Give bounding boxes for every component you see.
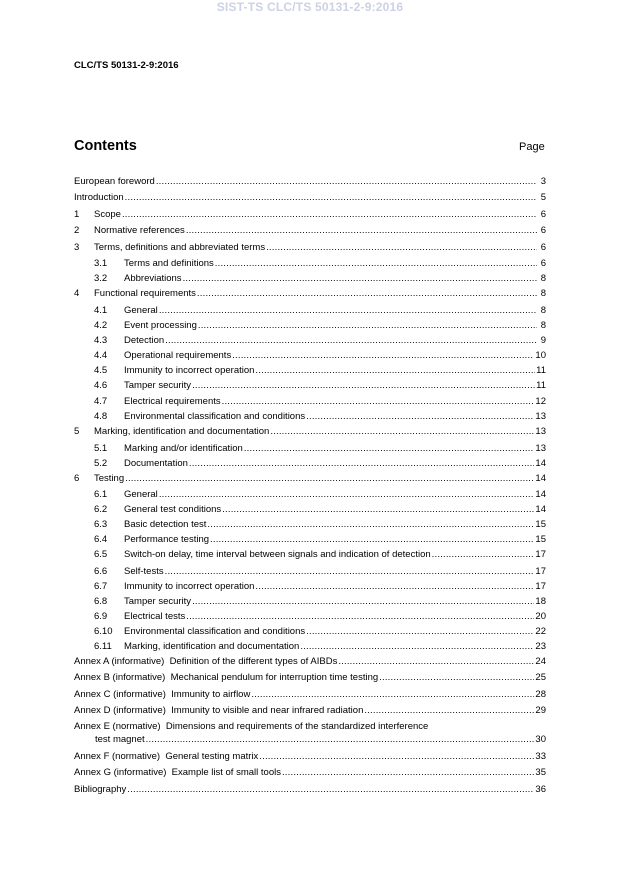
- toc-entry-title: Annex G (informative) Example list of small tools: [74, 767, 281, 778]
- dot-leader: [127, 784, 534, 795]
- toc-entry-number: 4.7: [94, 396, 108, 407]
- dot-leader: [251, 689, 534, 700]
- toc-entry-page: 13: [535, 411, 546, 422]
- toc-entry-page: 8: [540, 273, 546, 284]
- toc-annex-entry[interactable]: [74, 762, 546, 779]
- toc-entry-page: 8: [540, 319, 546, 331]
- toc-entry-number: 6.11: [94, 640, 112, 652]
- toc-entry-page: 6: [540, 258, 546, 269]
- document-id: CLC/TS 50131-2-9:2016: [74, 60, 179, 71]
- toc-subentry[interactable]: [74, 637, 546, 652]
- toc-entry-title: Electrical requirements: [124, 396, 221, 407]
- toc-entry-page: 14: [535, 472, 546, 484]
- toc-subentry[interactable]: [74, 454, 546, 469]
- dot-leader: [282, 767, 534, 778]
- toc-entry-number: 4.8: [94, 411, 108, 422]
- dot-leader: [306, 411, 534, 422]
- toc-subentry[interactable]: [74, 500, 546, 515]
- toc-entry-page: 33: [535, 750, 546, 762]
- dot-leader: [189, 458, 535, 469]
- contents-heading: Contents: [74, 138, 137, 154]
- toc-entry-title: Annex A (informative) Definition of the different types of AIBDs: [74, 655, 338, 667]
- toc-entry-title: Environmental classification and conditions: [124, 625, 306, 637]
- toc-entry-number: 6.3: [94, 519, 108, 530]
- toc-entry-page: 18: [535, 595, 546, 607]
- toc-subentry[interactable]: [74, 253, 546, 270]
- toc-entry-page: 15: [535, 519, 546, 530]
- toc-entry-page: 6: [540, 241, 546, 253]
- dot-leader: [270, 426, 534, 437]
- toc-annex-entry[interactable]: [74, 652, 546, 667]
- toc-entry-page: 35: [535, 767, 546, 778]
- dot-leader: [222, 504, 534, 515]
- toc-entry-page: 8: [540, 304, 546, 316]
- toc-entry-page: 20: [535, 610, 546, 622]
- toc-entry-page: 15: [535, 534, 546, 545]
- toc-entry-number: 6.4: [94, 534, 108, 545]
- toc-entry-page: 11: [536, 364, 546, 376]
- toc-subentry[interactable]: [74, 346, 546, 361]
- toc-entry-title: Tamper security: [124, 595, 192, 607]
- toc-entry-title: Functional requirements: [94, 288, 196, 299]
- toc-entry-number: 3.1: [94, 258, 108, 269]
- toc-entry-page: 12: [535, 396, 546, 407]
- toc-entry-title: Introduction: [74, 192, 124, 203]
- toc-entry-number: 3.2: [94, 273, 108, 284]
- toc-entry-title: Operational requirements: [124, 349, 232, 361]
- toc-entry-number: 4.6: [94, 379, 108, 391]
- toc-entry[interactable]: [74, 778, 546, 795]
- toc-entry-number: 5.2: [94, 457, 108, 469]
- toc-entry-title: Terms and definitions: [124, 258, 214, 269]
- toc-entry-page: 36: [535, 783, 546, 795]
- toc-entry-title: Switch-on delay, time interval between signals and indication of detection: [124, 549, 431, 560]
- toc-entry-number: 4.4: [94, 349, 108, 361]
- toc-subentry[interactable]: [74, 560, 546, 577]
- toc-entry-number: 1: [74, 208, 80, 220]
- toc-entry-title: Electrical tests: [124, 610, 186, 622]
- toc-entry-page: 14: [535, 489, 546, 500]
- dot-leader: [222, 396, 535, 407]
- toc-entry-number: 2: [74, 225, 80, 236]
- toc-entry-page: 3: [540, 175, 546, 187]
- toc-entry-number: 6.10: [94, 625, 113, 637]
- toc-entry[interactable]: [74, 284, 546, 299]
- toc-entry-number: 4.5: [94, 364, 108, 376]
- toc-entry-title-continuation: test magnet: [95, 734, 145, 745]
- toc-entry-title: European foreword: [74, 175, 155, 187]
- toc-entry-number: 5.1: [94, 442, 108, 454]
- toc-subentry[interactable]: [74, 545, 546, 560]
- toc-subentry[interactable]: [74, 407, 546, 422]
- toc-subentry[interactable]: [74, 515, 546, 530]
- toc-annex-entry[interactable]: [74, 745, 546, 762]
- toc-entry-page: 17: [535, 565, 546, 577]
- dot-leader: [215, 258, 537, 269]
- watermark: SIST-TS CLC/TS 50131-2-9:2016: [216, 0, 404, 14]
- toc-entry-page: 29: [535, 705, 546, 716]
- dot-leader: [432, 549, 535, 560]
- toc-subentry[interactable]: [74, 361, 546, 376]
- dot-leader: [379, 672, 534, 683]
- toc-entry-page: 28: [535, 688, 546, 700]
- toc-subentry[interactable]: [74, 577, 546, 592]
- toc-entry-number: 4.2: [94, 319, 108, 331]
- toc-entry-page: 5: [540, 192, 546, 203]
- toc-subentry[interactable]: [74, 622, 546, 637]
- toc-entry-number: 4.1: [94, 304, 108, 316]
- toc-subentry[interactable]: [74, 269, 546, 284]
- dot-leader: [266, 242, 537, 253]
- toc-annex-entry[interactable]: [74, 667, 546, 684]
- toc-entry-number: 4: [74, 288, 80, 299]
- toc-entry-title: Annex D (informative) Immunity to visible and near infrared radiation: [74, 705, 364, 716]
- toc-entry-page: 9: [540, 334, 546, 346]
- page-column-label: Page: [519, 141, 545, 153]
- dot-leader: [198, 320, 537, 331]
- dot-leader: [306, 626, 534, 637]
- dot-leader: [255, 365, 535, 376]
- toc-entry-page: 24: [535, 655, 546, 667]
- toc-entry-title: Immunity to incorrect operation: [124, 364, 255, 376]
- toc-entry-number: 6.6: [94, 565, 108, 577]
- toc-subentry[interactable]: [74, 530, 546, 545]
- dot-leader: [159, 305, 537, 316]
- toc-entry-title: Terms, definitions and abbreviated terms: [94, 241, 266, 253]
- dot-leader: [259, 751, 534, 762]
- toc-entry-number: 4.3: [94, 334, 108, 346]
- toc-entry-page: 11: [536, 379, 546, 391]
- toc-entry-title: General: [124, 489, 158, 500]
- toc-subentry[interactable]: [74, 607, 546, 622]
- toc-entry[interactable]: [74, 422, 546, 437]
- toc-entry-title: Documentation: [124, 457, 188, 469]
- dot-leader: [197, 288, 537, 299]
- dot-leader: [232, 350, 534, 361]
- toc-entry-number: 6.8: [94, 595, 108, 607]
- toc-subentry[interactable]: [74, 331, 546, 346]
- dot-leader: [125, 192, 537, 203]
- dot-leader: [244, 443, 535, 454]
- toc-entry-page: 23: [535, 640, 546, 652]
- dot-leader: [364, 705, 534, 716]
- dot-leader: [156, 176, 537, 187]
- toc-annex-entry[interactable]: [74, 700, 546, 717]
- toc-entry[interactable]: [74, 236, 546, 253]
- toc-entry-title: General: [124, 304, 158, 316]
- toc-entry-title: Marking and/or identification: [124, 442, 243, 454]
- toc-entry-title: Basic detection test: [124, 519, 207, 530]
- dot-leader: [300, 641, 534, 652]
- toc-entry-title: Abbreviations: [124, 273, 182, 284]
- toc-subentry[interactable]: [74, 299, 546, 316]
- toc-entry-page: 30: [535, 734, 546, 745]
- toc-entry-number: 6: [74, 472, 80, 484]
- toc-entry-page: 6: [540, 225, 546, 236]
- toc-annex-entry[interactable]: [74, 720, 546, 732]
- dot-leader: [255, 581, 534, 592]
- toc-entry[interactable]: [74, 469, 546, 484]
- dot-leader: [186, 225, 537, 236]
- toc-subentry[interactable]: [74, 592, 546, 607]
- toc-entry-number: 6.1: [94, 489, 108, 500]
- toc-entry-number: 6.9: [94, 610, 108, 622]
- toc-entry[interactable]: [74, 170, 546, 187]
- toc-subentry[interactable]: [74, 484, 546, 501]
- dot-leader: [125, 473, 534, 484]
- dot-leader: [122, 209, 537, 220]
- toc-entry[interactable]: [74, 220, 546, 237]
- toc-entry-page: 8: [540, 288, 546, 299]
- dot-leader: [186, 611, 534, 622]
- dot-leader: [210, 534, 534, 545]
- toc-entry-title: General test conditions: [124, 504, 222, 515]
- toc-entry-page: 17: [535, 580, 546, 592]
- dot-leader: [159, 489, 535, 500]
- toc-entry-title: Annex C (informative) Immunity to airflow: [74, 688, 251, 700]
- toc-entry-page: 17: [535, 549, 546, 560]
- toc-annex-entry[interactable]: [74, 683, 546, 700]
- toc-entry-title: Environmental classification and conditions: [124, 411, 306, 422]
- toc-entry-title: Scope: [94, 208, 121, 220]
- dot-leader: [165, 566, 535, 577]
- toc-entry-title: Annex E (normative) Dimensions and requirements of the standardized interference: [74, 721, 429, 732]
- toc-entry-page: 14: [535, 457, 546, 469]
- toc-subentry[interactable]: [74, 316, 546, 331]
- dot-leader: [165, 335, 537, 346]
- toc-annex-entry-continuation[interactable]: [74, 732, 546, 745]
- toc-entry-page: 6: [540, 208, 546, 220]
- dot-leader: [146, 734, 535, 745]
- toc-entry-page: 13: [535, 426, 546, 437]
- toc-entry[interactable]: [74, 203, 546, 220]
- dot-leader: [192, 596, 534, 607]
- toc-entry-page: 14: [535, 504, 546, 515]
- toc-entry-page: 22: [535, 625, 546, 637]
- toc-entry-number: 6.2: [94, 504, 108, 515]
- toc-entry-title: Immunity to incorrect operation: [124, 580, 255, 592]
- toc-subentry[interactable]: [74, 376, 546, 391]
- toc-entry-title: Annex B (informative) Mechanical pendulum for interruption time testing: [74, 672, 379, 683]
- toc-entry-title: Tamper security: [124, 379, 192, 391]
- toc-entry-page: 10: [535, 349, 546, 361]
- toc-entry-number: 6.5: [94, 549, 108, 560]
- toc-entry-title: Performance testing: [124, 534, 210, 545]
- dot-leader: [192, 380, 535, 391]
- toc-entry-title: Detection: [124, 334, 165, 346]
- toc-entry-title: Marking, identification and documentation: [94, 426, 270, 437]
- toc-entry-page: 25: [535, 672, 546, 683]
- dot-leader: [183, 273, 537, 284]
- toc-subentry[interactable]: [74, 437, 546, 454]
- dot-leader: [207, 519, 534, 530]
- toc-entry-number: 5: [74, 426, 80, 437]
- table-of-contents: [74, 170, 546, 795]
- toc-entry-title: Self-tests: [124, 565, 164, 577]
- toc-entry-title: Bibliography: [74, 783, 127, 795]
- dot-leader: [338, 656, 534, 667]
- toc-entry[interactable]: [74, 187, 546, 204]
- toc-entry-title: Testing: [94, 472, 125, 484]
- toc-entry-title: Marking, identification and documentation: [124, 640, 300, 652]
- toc-subentry[interactable]: [74, 391, 546, 408]
- toc-entry-number: 6.7: [94, 580, 108, 592]
- toc-entry-title: Event processing: [124, 319, 197, 331]
- toc-entry-title: Annex F (normative) General testing matrix: [74, 750, 259, 762]
- toc-entry-page: 13: [535, 442, 546, 454]
- toc-entry-title: Normative references: [94, 225, 185, 236]
- toc-entry-number: 3: [74, 241, 80, 253]
